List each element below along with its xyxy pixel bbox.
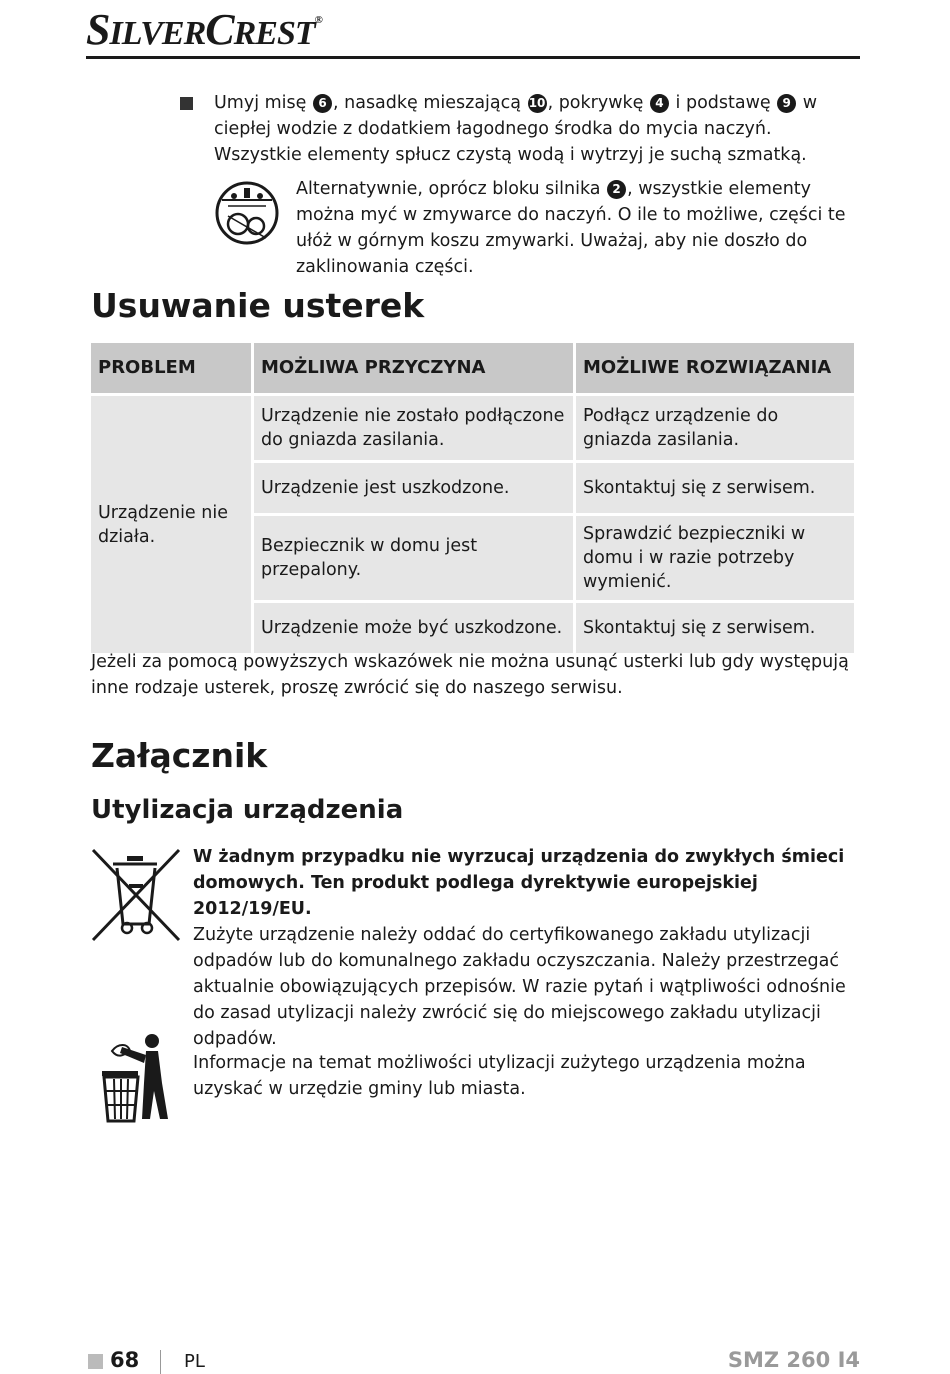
part-number-badge: 9 (777, 94, 796, 113)
disposal-info: Informacje na temat możliwości utylizacji zużytego urządzenia można uzyskać w urzędzie gminy lub miasta. (193, 1053, 806, 1099)
solution-cell: Skontaktuj się z serwisem. (576, 603, 854, 653)
part-number-badge: 6 (313, 94, 332, 113)
column-header-problem: PROBLEM (91, 343, 251, 393)
bullet-square-icon (180, 97, 193, 110)
troubleshooting-note: Jeżeli za pomocą powyższych wskazówek nie można usunąć usterki lub gdy występują inne rodzaje usterek, proszę zwrócić się do naszego serwisu. (91, 652, 849, 698)
solution-cell: Sprawdzić bezpieczniki w domu i w razie potrzeby wymienić. (576, 516, 854, 600)
header-rule (86, 56, 860, 59)
model-number: SMZ 260 I4 (727, 1348, 860, 1372)
part-number-badge: 10 (528, 94, 547, 113)
dishwasher-icon (214, 180, 280, 246)
solution-cell: Podłącz urządzenie do gniazda zasilania. (576, 396, 854, 460)
cause-cell: Urządzenie jest uszkodzone. (254, 463, 573, 513)
cause-cell: Urządzenie może być uszkodzone. (254, 603, 573, 653)
table-row (91, 396, 854, 460)
part-number-badge: 4 (650, 94, 669, 113)
cause-cell: Bezpiecznik w domu jest przepalony. (254, 516, 573, 600)
silvercrest-logo: SILVERCREST® (86, 5, 322, 54)
column-header-cause: MOŻLIWA PRZYCZYNA (254, 343, 573, 393)
table-header-row (91, 343, 854, 393)
language-code: PL (184, 1351, 205, 1372)
disposal-instructions: Zużyte urządzenie należy oddać do certyfikowanego zakładu utylizacji odpadów lub do komunalnego zakładu oczyszczania. Należy przestrzegać aktualnie obowiązujących przepisów. W razie pytań i wątpliwości odnośnie do zasad utylizacji należy zwrócić się do miejscowego zakładu utylizacji odpadów. (193, 925, 846, 1049)
problem-cell: Urządzenie nie działa. (91, 396, 251, 653)
cleaning-step: Umyj misę 6 , nasadkę mieszającą 10 , pokrywkę 4 i podstawę 9 w ciepłej wodzie z dodatkiem łagodnego środka do mycia naczyń. Wszystkie elementy spłucz czystą wodą i wytrzyj je suchą szmatką. (214, 93, 818, 165)
footer-divider (160, 1350, 161, 1374)
disposal-warning-bold: W żadnym przypadku nie wyrzucaj urządzenia do zwykłych śmieci domowych. Ten produkt podlega dyrektywie europejskiej 2012/19/EU. (193, 847, 845, 919)
page-number: 68 (110, 1348, 140, 1372)
appendix-heading: Załącznik (91, 736, 268, 775)
disposal-heading: Utylizacja urządzenia (91, 795, 404, 825)
solution-cell: Skontaktuj się z serwisem. (576, 463, 854, 513)
tidyman-bin-icon (100, 1033, 172, 1123)
dishwasher-note: Alternatywnie, oprócz bloku silnika 2 , wszystkie elementy można myć w zmywarce do naczyń. O ile to możliwe, części te ułóż w górnym koszu zmywarki. Uważaj, aby nie doszło do zaklinowania części. (296, 179, 846, 277)
troubleshooting-heading: Usuwanie usterek (91, 286, 425, 325)
disposal-warning (193, 844, 863, 1052)
cause-cell: Urządzenie nie zostało podłączone do gniazda zasilania. (254, 396, 573, 460)
column-header-solution: MOŻLIWE ROZWIĄZANIA (576, 343, 854, 393)
footer-square-icon (88, 1354, 103, 1369)
part-number-badge: 2 (607, 180, 626, 199)
troubleshooting-table (88, 340, 857, 656)
crossed-out-bin-icon (91, 848, 181, 942)
